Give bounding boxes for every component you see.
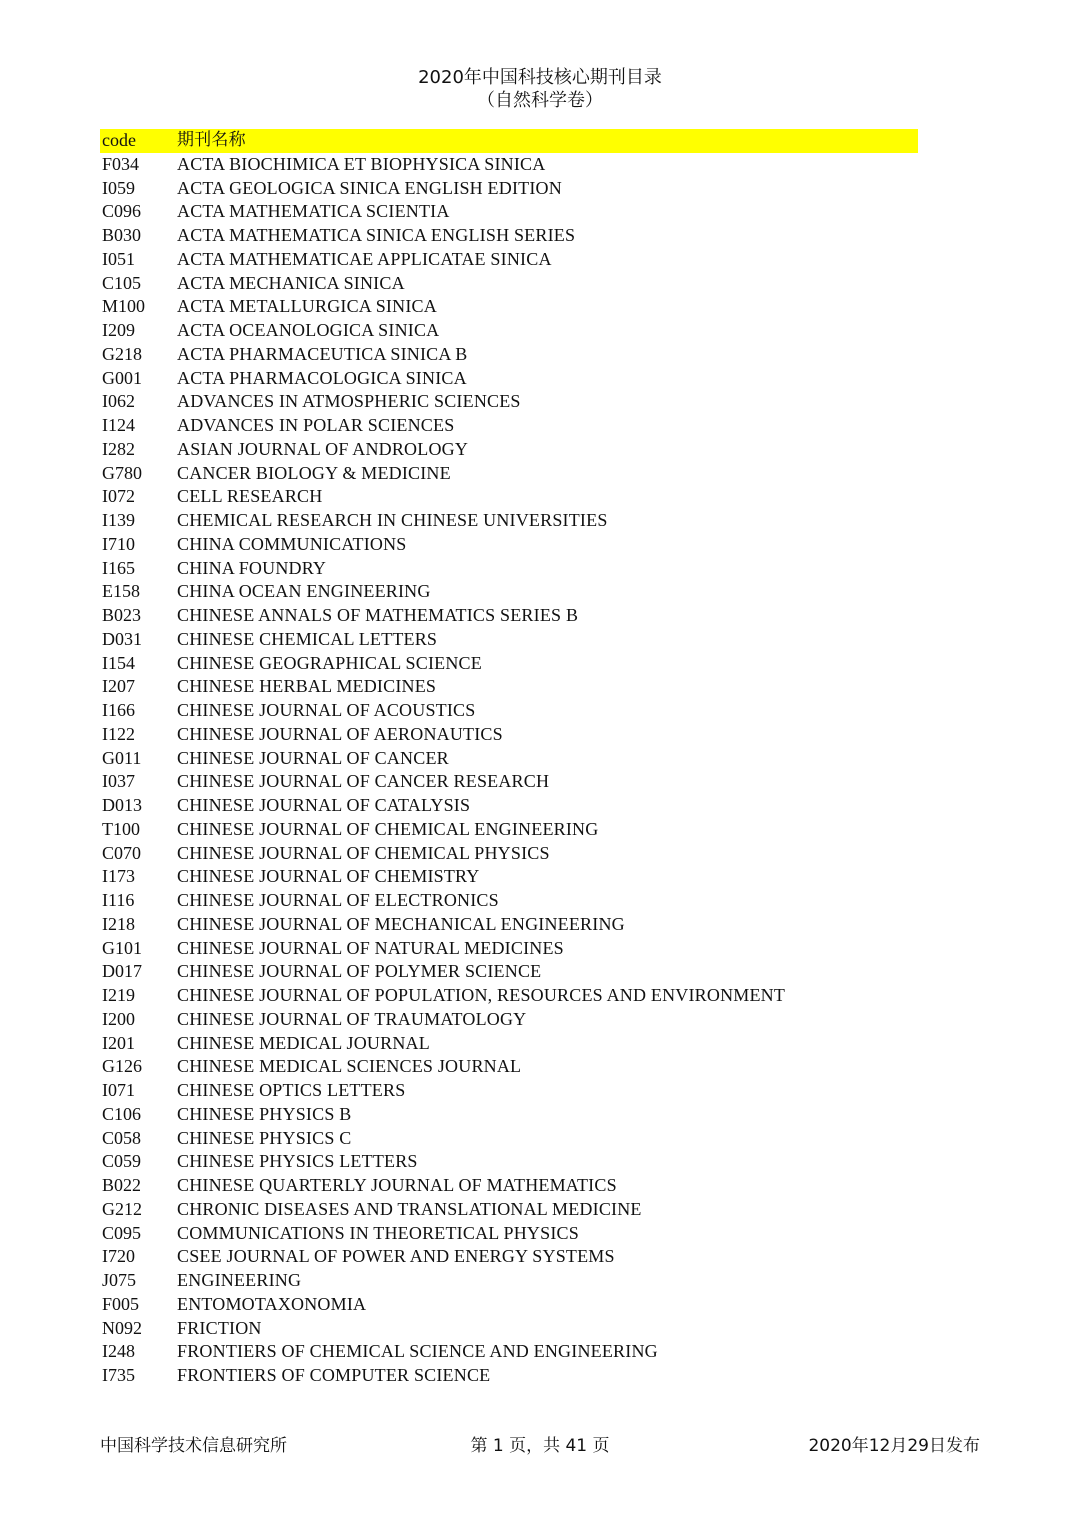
- journal-code: C105: [102, 272, 142, 293]
- table-row: [100, 984, 918, 1008]
- table-row: [100, 295, 918, 319]
- journal-name: CANCER BIOLOGY & MEDICINE: [177, 462, 451, 483]
- journal-name: ACTA METALLURGICA SINICA: [177, 296, 437, 317]
- journal-code: C059: [102, 1151, 142, 1172]
- table-row: [100, 1055, 918, 1079]
- table-row: [100, 414, 918, 438]
- table-row: [100, 1340, 918, 1364]
- table-row: [100, 747, 918, 771]
- table-row: [100, 865, 918, 889]
- table-row: [100, 533, 918, 557]
- journal-code: I116: [102, 890, 135, 910]
- journal-code: B022: [102, 1175, 142, 1195]
- table-row: [100, 557, 918, 581]
- journal-code: C106: [102, 1103, 142, 1124]
- footer-release-date: 2020年12月29日发布: [808, 1436, 980, 1456]
- table-row: [100, 1103, 918, 1127]
- journal-code: I201: [102, 1032, 135, 1053]
- journal-name: ACTA MATHEMATICA SCIENTIA: [177, 201, 450, 222]
- journal-code: C095: [102, 1222, 142, 1243]
- journal-code: I037: [102, 771, 135, 792]
- table-row: [100, 818, 918, 842]
- table-row: [100, 580, 918, 604]
- table-row: [100, 319, 918, 343]
- document-subtitle: （自然科学卷）: [477, 90, 603, 111]
- journal-code: D017: [102, 961, 142, 982]
- journal-name: FRONTIERS OF CHEMICAL SCIENCE AND ENGINEERING: [177, 1341, 658, 1362]
- table-row: [100, 1174, 918, 1198]
- header-name: 期刊名称: [177, 130, 246, 150]
- table-row: [100, 200, 918, 224]
- table-row: [100, 1198, 918, 1222]
- journal-code: I200: [102, 1008, 135, 1029]
- table-row: [100, 1269, 918, 1293]
- journal-code: G011: [102, 747, 142, 768]
- journal-name: ENTOMOTAXONOMIA: [177, 1293, 367, 1314]
- table-row: [100, 960, 918, 984]
- journal-code: I071: [102, 1080, 135, 1100]
- table-body: [100, 153, 918, 1388]
- table-row: [100, 1222, 918, 1246]
- table-row: [100, 1245, 918, 1269]
- table-row: [100, 462, 918, 486]
- journal-name: ACTA PHARMACEUTICA SINICA B: [177, 343, 468, 364]
- table-row: [100, 343, 918, 367]
- header-code: code: [102, 130, 136, 150]
- journal-code: F005: [102, 1293, 140, 1314]
- table-row: [100, 1008, 918, 1032]
- journal-name: ACTA PHARMACOLOGICA SINICA: [177, 367, 467, 388]
- journal-code: I072: [102, 486, 135, 507]
- table-row: [100, 367, 918, 391]
- journal-name: CSEE JOURNAL OF POWER AND ENERGY SYSTEMS: [177, 1246, 615, 1267]
- table-row: [100, 248, 918, 272]
- journal-name: CHINESE MEDICAL JOURNAL: [177, 1032, 430, 1053]
- journal-code: D013: [102, 795, 142, 815]
- journal-code: G780: [102, 462, 142, 483]
- journal-code: G001: [102, 367, 142, 388]
- journal-code: I165: [102, 557, 135, 578]
- table-row: [100, 889, 918, 913]
- journal-name: CHINESE OPTICS LETTERS: [177, 1080, 406, 1100]
- table-row: [100, 913, 918, 937]
- table-row: [100, 604, 918, 628]
- table-row: [100, 770, 918, 794]
- journal-name: CHINESE JOURNAL OF CATALYSIS: [177, 795, 471, 815]
- table-row: [100, 224, 918, 248]
- table-row: [100, 509, 918, 533]
- journal-name: CHINESE QUARTERLY JOURNAL OF MATHEMATICS: [177, 1175, 617, 1195]
- journal-code: E158: [102, 581, 140, 602]
- journal-name: ACTA GEOLOGICA SINICA ENGLISH EDITION: [177, 177, 562, 198]
- journal-code: I059: [102, 177, 135, 198]
- journal-name: FRICTION: [177, 1317, 262, 1338]
- journal-code: I209: [102, 320, 135, 340]
- journal-code: G218: [102, 343, 142, 364]
- journal-code: G126: [102, 1056, 142, 1077]
- journal-name: ADVANCES IN POLAR SCIENCES: [177, 415, 455, 435]
- table-row: [100, 1364, 918, 1388]
- journal-code: N092: [102, 1317, 142, 1338]
- journal-code: I218: [102, 913, 135, 934]
- table-row: [100, 628, 918, 652]
- table-row: [100, 438, 918, 462]
- journal-code: D031: [102, 628, 142, 649]
- table-row: [100, 177, 918, 201]
- journal-name: CHINA COMMUNICATIONS: [177, 533, 407, 554]
- journal-name: CHINESE JOURNAL OF ELECTRONICS: [177, 890, 499, 910]
- journal-name: CHINESE MEDICAL SCIENCES JOURNAL: [177, 1056, 522, 1077]
- journal-name: CHINESE GEOGRAPHICAL SCIENCE: [177, 652, 482, 673]
- journal-name: CHINESE JOURNAL OF CHEMICAL ENGINEERING: [177, 818, 599, 839]
- journal-name: CHINESE JOURNAL OF ACOUSTICS: [177, 700, 476, 720]
- journal-code: M100: [102, 296, 146, 317]
- journal-name: ACTA MECHANICA SINICA: [177, 272, 405, 293]
- journal-code: G101: [102, 937, 142, 958]
- journal-code: J075: [102, 1270, 137, 1290]
- journal-code: I248: [102, 1341, 135, 1362]
- table-row: [100, 485, 918, 509]
- journal-name: CHINA OCEAN ENGINEERING: [177, 581, 431, 602]
- table-row: [100, 390, 918, 414]
- journal-code: I710: [102, 533, 135, 554]
- table-row: [100, 1032, 918, 1056]
- journal-code: I720: [102, 1246, 135, 1267]
- table-row: [100, 699, 918, 723]
- table-row: [100, 794, 918, 818]
- table-row: [100, 652, 918, 676]
- journal-name: ACTA MATHEMATICAE APPLICATAE SINICA: [177, 248, 552, 269]
- journal-code: C058: [102, 1127, 142, 1148]
- journal-name: CHINESE ANNALS OF MATHEMATICS SERIES B: [177, 605, 579, 625]
- journal-name: CHINESE PHYSICS C: [177, 1127, 352, 1148]
- journal-name: CHINESE JOURNAL OF POLYMER SCIENCE: [177, 961, 542, 982]
- journal-name: CHEMICAL RESEARCH IN CHINESE UNIVERSITIES: [177, 510, 608, 530]
- table-row: [100, 153, 918, 177]
- journal-code: I122: [102, 723, 135, 744]
- journal-code: I207: [102, 676, 135, 697]
- journal-name: CHINESE JOURNAL OF CHEMICAL PHYSICS: [177, 842, 550, 863]
- document-title: 2020年中国科技核心期刊目录: [418, 67, 662, 88]
- journal-name: CHINESE CHEMICAL LETTERS: [177, 628, 438, 649]
- journal-code: I166: [102, 700, 135, 720]
- journal-code: I735: [102, 1365, 135, 1385]
- journal-name: ACTA OCEANOLOGICA SINICA: [177, 320, 440, 340]
- journal-code: C096: [102, 201, 142, 222]
- journal-code: T100: [102, 818, 140, 839]
- journal-code: I154: [102, 652, 135, 673]
- journal-name: COMMUNICATIONS IN THEORETICAL PHYSICS: [177, 1222, 579, 1243]
- journal-name: FRONTIERS OF COMPUTER SCIENCE: [177, 1365, 491, 1385]
- footer-page-number: 第 1 页，共 41 页: [470, 1436, 610, 1456]
- journal-name: CELL RESEARCH: [177, 486, 323, 507]
- journal-name: ACTA MATHEMATICA SINICA ENGLISH SERIES: [177, 225, 576, 245]
- journal-code: I062: [102, 391, 135, 412]
- table-row: [100, 1079, 918, 1103]
- table-row: [100, 937, 918, 961]
- journal-table: [100, 129, 918, 1388]
- journal-code: B023: [102, 605, 142, 625]
- journal-name: CHINA FOUNDRY: [177, 557, 327, 578]
- journal-name: CHINESE JOURNAL OF CHEMISTRY: [177, 866, 480, 887]
- journal-code: I124: [102, 415, 135, 435]
- journal-name: CHINESE JOURNAL OF CANCER: [177, 747, 449, 768]
- journal-name: CHINESE JOURNAL OF TRAUMATOLOGY: [177, 1008, 527, 1029]
- journal-code: C070: [102, 842, 142, 863]
- journal-name: ASIAN JOURNAL OF ANDROLOGY: [177, 438, 469, 459]
- journal-name: CHINESE PHYSICS LETTERS: [177, 1151, 418, 1172]
- journal-name: CHRONIC DISEASES AND TRANSLATIONAL MEDICINE: [177, 1198, 642, 1219]
- journal-name: CHINESE JOURNAL OF NATURAL MEDICINES: [177, 937, 564, 958]
- journal-name: CHINESE HERBAL MEDICINES: [177, 676, 437, 697]
- journal-code: B030: [102, 225, 142, 245]
- journal-name: CHINESE JOURNAL OF MECHANICAL ENGINEERING: [177, 913, 625, 934]
- journal-name: CHINESE JOURNAL OF POPULATION, RESOURCES AND ENVIRONMENT: [177, 985, 786, 1005]
- table-row: [100, 1317, 918, 1341]
- table-row: [100, 272, 918, 296]
- journal-name: CHINESE JOURNAL OF CANCER RESEARCH: [177, 771, 550, 792]
- journal-code: I051: [102, 248, 135, 269]
- table-header-row: [100, 129, 918, 153]
- journal-code: I282: [102, 438, 135, 459]
- journal-name: CHINESE PHYSICS B: [177, 1103, 352, 1124]
- table-row: [100, 1293, 918, 1317]
- journal-name: CHINESE JOURNAL OF AERONAUTICS: [177, 723, 503, 744]
- journal-code: F034: [102, 153, 140, 174]
- journal-code: G212: [102, 1198, 142, 1219]
- table-row: [100, 842, 918, 866]
- journal-name: ENGINEERING: [177, 1270, 302, 1290]
- journal-code: I173: [102, 866, 135, 887]
- table-row: [100, 1150, 918, 1174]
- journal-name: ADVANCES IN ATMOSPHERIC SCIENCES: [177, 391, 521, 412]
- journal-name: ACTA BIOCHIMICA ET BIOPHYSICA SINICA: [177, 153, 546, 174]
- journal-code: I139: [102, 510, 135, 530]
- table-row: [100, 723, 918, 747]
- table-row: [100, 675, 918, 699]
- table-row: [100, 1127, 918, 1151]
- journal-code: I219: [102, 985, 135, 1005]
- footer-publisher: 中国科学技术信息研究所: [100, 1436, 287, 1456]
